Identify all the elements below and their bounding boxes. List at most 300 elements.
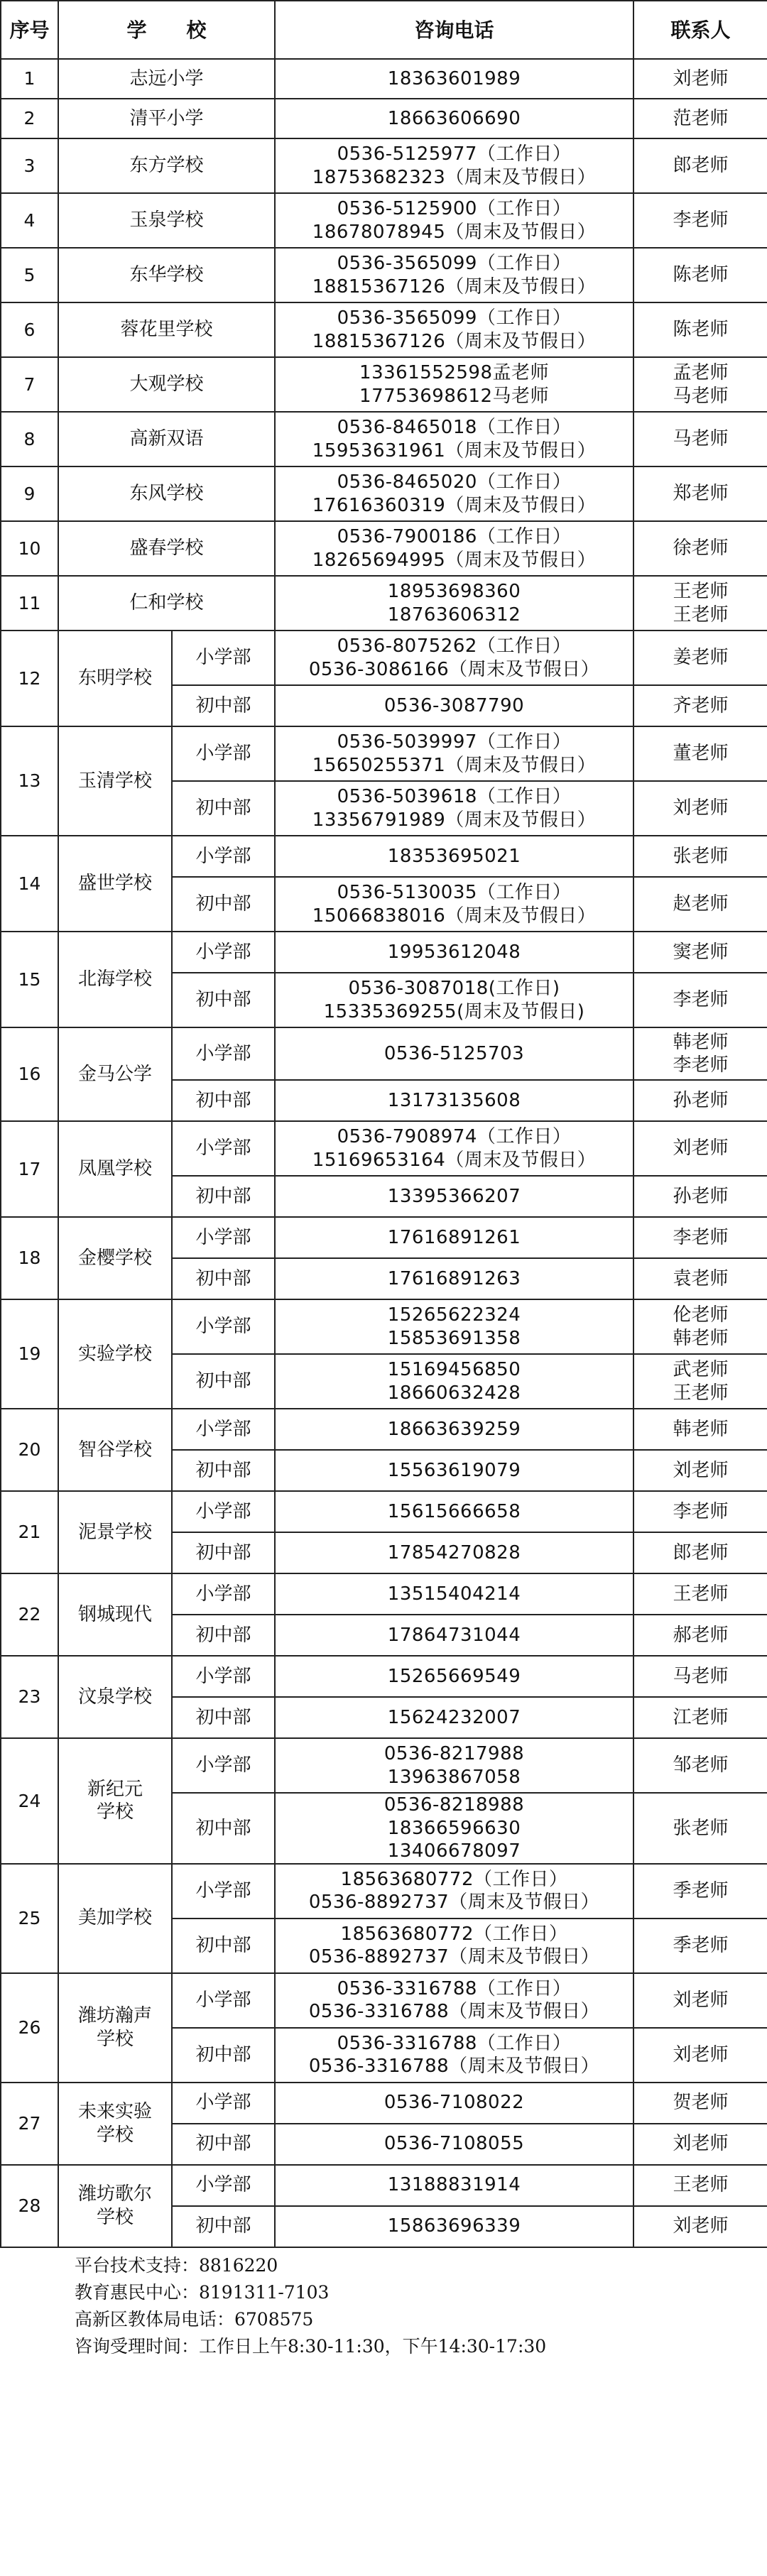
phone-cell — [275, 1615, 633, 1656]
department-cell: 小学部 — [172, 836, 275, 877]
phone-cell — [275, 466, 633, 521]
phone-cell — [275, 1532, 633, 1573]
contact-cell — [633, 1491, 767, 1532]
phone-number: 0536-3565099（工作日） — [337, 307, 572, 329]
table-row — [1, 1864, 767, 1919]
department-cell: 小学部 — [172, 1573, 275, 1615]
phone-number: 13395366207 — [387, 1185, 521, 1207]
table-header-row — [1, 1, 767, 59]
school-name-cell: 清平小学 — [58, 99, 275, 138]
phone-number: 18815367126（周末及节假日） — [312, 275, 597, 298]
school-name-cell: 高新双语 — [58, 412, 275, 466]
phone-cell — [275, 877, 633, 932]
department-cell: 初中部 — [172, 781, 275, 836]
table-row — [1, 521, 767, 576]
phone-cell — [275, 1217, 633, 1258]
contact-name: 孙老师 — [673, 1089, 729, 1111]
table-row — [1, 836, 767, 877]
table-row — [1, 138, 767, 193]
contact-name: 张老师 — [673, 1817, 729, 1839]
phone-cell — [275, 1697, 633, 1738]
school-name-cell: 玉泉学校 — [58, 193, 275, 248]
contact-name: 孙老师 — [673, 1185, 729, 1207]
table-row — [1, 2083, 767, 2124]
seq-cell: 24 — [1, 1738, 58, 1864]
phone-number: 18815367126（周末及节假日） — [312, 330, 597, 352]
contact-cell — [633, 1258, 767, 1299]
footer-line: 咨询受理时间：工作日上午8:30-11:30，下午14:30-17:30 — [75, 2335, 547, 2357]
school-name-cell — [58, 1027, 172, 1121]
phone-number: 15563619079 — [387, 1459, 521, 1481]
contact-cell — [633, 357, 767, 412]
phone-number: 15066838016（周末及节假日） — [312, 905, 597, 927]
contact-name: 贺老师 — [673, 2092, 729, 2114]
contact-cell — [633, 1027, 767, 1080]
phone-cell — [275, 193, 633, 248]
contact-name: 江老师 — [673, 1706, 729, 1728]
header-school: 学 校 — [58, 1, 275, 59]
school-name-line: 金马公学 — [77, 1063, 152, 1085]
contact-cell — [633, 138, 767, 193]
contact-name: 窦老师 — [673, 941, 729, 963]
phone-number: 13361552598孟老师 — [359, 362, 549, 383]
seq-cell: 5 — [1, 248, 58, 302]
phone-number: 0536-3316788（周末及节假日） — [308, 2056, 600, 2077]
phone-number: 15853691358 — [387, 1327, 521, 1349]
contact-cell — [633, 1176, 767, 1217]
phone-cell — [275, 932, 633, 973]
contact-name: 武老师 — [673, 1359, 729, 1380]
contact-name: 张老师 — [673, 845, 729, 867]
phone-cell — [275, 1258, 633, 1299]
contact-cell — [633, 1973, 767, 2028]
school-name-line: 东明学校 — [77, 667, 152, 689]
table-row — [1, 1027, 767, 1080]
phone-number: 18353695021 — [387, 845, 521, 867]
phone-number: 0536-3087790 — [384, 694, 525, 716]
department-cell: 初中部 — [172, 877, 275, 932]
department-cell: 初中部 — [172, 1080, 275, 1121]
department-cell: 小学部 — [172, 1409, 275, 1450]
table-row — [1, 1573, 767, 1615]
contact-name: 孟老师 — [673, 362, 729, 383]
school-name-line: 潍坊歌尔 — [77, 2183, 152, 2205]
school-name-cell: 东方学校 — [58, 138, 275, 193]
contact-name: 李老师 — [673, 1226, 729, 1248]
contact-name: 韩老师 — [673, 1418, 729, 1440]
seq-cell: 3 — [1, 138, 58, 193]
contact-cell — [633, 193, 767, 248]
phone-number: 13406678097 — [387, 1840, 521, 1862]
contact-name: 王老师 — [673, 1382, 729, 1404]
phone-number: 15265622324 — [387, 1304, 521, 1326]
table-row — [1, 1656, 767, 1697]
school-name-line: 学校 — [96, 2028, 134, 2050]
seq-cell: 27 — [1, 2083, 58, 2165]
phone-number: 17616360319（周末及节假日） — [312, 494, 597, 516]
department-cell: 小学部 — [172, 1217, 275, 1258]
phone-number: 0536-8217988 — [384, 1743, 525, 1764]
table-row — [1, 1121, 767, 1176]
contact-cell — [633, 1573, 767, 1615]
school-name-line: 学校 — [96, 2124, 134, 2146]
contact-name: 姜老师 — [673, 647, 729, 669]
table-row — [1, 932, 767, 973]
contact-name: 李老师 — [673, 989, 729, 1011]
contact-cell — [633, 2165, 767, 2206]
phone-number: 0536-3316788（工作日） — [337, 1977, 572, 1999]
school-name-cell: 盛春学校 — [58, 521, 275, 576]
seq-cell: 7 — [1, 357, 58, 412]
contact-name: 齐老师 — [673, 694, 729, 716]
department-cell: 小学部 — [172, 1299, 275, 1354]
contact-name: 马老师 — [673, 1665, 729, 1687]
phone-cell — [275, 576, 633, 631]
department-cell: 小学部 — [172, 1121, 275, 1176]
phone-number: 18663606690 — [387, 107, 521, 129]
seq-cell: 12 — [1, 631, 58, 726]
phone-cell — [275, 685, 633, 726]
contact-name: 王老师 — [673, 581, 729, 602]
seq-cell: 17 — [1, 1121, 58, 1217]
phone-number: 15863696339 — [387, 2215, 521, 2237]
contact-cell — [633, 1615, 767, 1656]
school-name-cell — [58, 836, 172, 932]
phone-number: 15615666658 — [387, 1500, 521, 1522]
contact-name: 郑老师 — [673, 483, 729, 505]
phone-number: 13356791989（周末及节假日） — [312, 809, 597, 831]
phone-cell — [275, 1793, 633, 1864]
seq-cell: 4 — [1, 193, 58, 248]
department-cell: 初中部 — [172, 1919, 275, 1973]
phone-number: 0536-5039997（工作日） — [337, 731, 572, 753]
seq-cell: 13 — [1, 726, 58, 836]
school-name-cell: 仁和学校 — [58, 576, 275, 631]
contact-name: 陈老师 — [673, 319, 729, 341]
phone-cell — [275, 973, 633, 1027]
contact-name: 李老师 — [673, 1500, 729, 1522]
seq-cell: 22 — [1, 1573, 58, 1656]
contact-name: 董老师 — [673, 743, 729, 765]
table-row — [1, 726, 767, 781]
school-name-cell — [58, 1973, 172, 2083]
contact-cell — [633, 1409, 767, 1450]
phone-cell — [275, 99, 633, 138]
contact-cell — [633, 877, 767, 932]
contact-cell — [633, 631, 767, 685]
phone-number: 18366596630 — [387, 1817, 521, 1839]
school-name-cell — [58, 1864, 172, 1973]
department-cell: 小学部 — [172, 1973, 275, 2028]
department-cell: 初中部 — [172, 973, 275, 1027]
contact-cell — [633, 1532, 767, 1573]
contact-name: 伦老师 — [673, 1304, 729, 1326]
phone-cell — [275, 726, 633, 781]
table-row — [1, 1409, 767, 1450]
phone-cell — [275, 1176, 633, 1217]
school-name-line: 新纪元 — [87, 1778, 143, 1800]
phone-number: 18953698360 — [387, 581, 521, 602]
department-cell: 初中部 — [172, 1793, 275, 1864]
phone-number: 17616891261 — [387, 1226, 521, 1248]
phone-cell — [275, 2083, 633, 2124]
contact-cell — [633, 1793, 767, 1864]
contact-name: 王老师 — [673, 2174, 729, 2196]
phone-number: 0536-5125977（工作日） — [337, 143, 572, 165]
contact-name: 刘老师 — [673, 67, 729, 89]
seq-cell: 20 — [1, 1409, 58, 1491]
contact-cell — [633, 781, 767, 836]
contact-cell — [633, 1864, 767, 1919]
department-cell: 小学部 — [172, 932, 275, 973]
school-name-cell — [58, 1491, 172, 1573]
school-name-line: 智谷学校 — [77, 1439, 152, 1461]
phone-cell — [275, 2028, 633, 2083]
table-row — [1, 357, 767, 412]
contact-cell — [633, 1656, 767, 1697]
contact-name: 徐老师 — [673, 537, 729, 560]
footer-line: 平台技术支持：8816220 — [75, 2254, 278, 2276]
phone-cell — [275, 1738, 633, 1793]
phone-number: 0536-7108055 — [384, 2133, 525, 2155]
school-name-line: 玉清学校 — [77, 770, 152, 792]
contact-name: 李老师 — [673, 1054, 729, 1076]
contact-cell — [633, 2028, 767, 2083]
phone-number: 17753698612马老师 — [359, 385, 549, 407]
contact-name: 韩老师 — [673, 1031, 729, 1053]
phone-cell — [275, 2124, 633, 2165]
school-name-line: 北海学校 — [77, 968, 152, 990]
school-name-cell — [58, 1738, 172, 1864]
table-row — [1, 631, 767, 685]
school-name-cell — [58, 932, 172, 1027]
department-cell: 小学部 — [172, 1864, 275, 1919]
contact-name: 季老师 — [673, 1934, 729, 1956]
contact-cell — [633, 2206, 767, 2247]
phone-number: 0536-8892737（周末及节假日） — [308, 1946, 600, 1968]
school-name-cell — [58, 2165, 172, 2247]
phone-number: 0536-7908974（工作日） — [337, 1126, 572, 1147]
contact-cell — [633, 521, 767, 576]
school-name-line: 盛世学校 — [77, 873, 152, 895]
seq-cell: 8 — [1, 412, 58, 466]
contact-name: 袁老师 — [673, 1267, 729, 1289]
school-name-line: 凤凰学校 — [77, 1158, 152, 1180]
department-cell: 小学部 — [172, 1027, 275, 1080]
contact-cell — [633, 1354, 767, 1409]
phone-number: 0536-8218988 — [384, 1794, 525, 1816]
phone-number: 18663639259 — [387, 1418, 521, 1440]
department-cell: 初中部 — [172, 2028, 275, 2083]
contact-name: 王老师 — [673, 604, 729, 626]
phone-number: 18678078945（周末及节假日） — [312, 221, 597, 243]
table-body — [1, 59, 767, 2247]
phone-number: 0536-3316788（工作日） — [337, 2032, 572, 2054]
contact-name: 邹老师 — [673, 1754, 729, 1777]
contact-name: 郎老师 — [673, 1541, 729, 1563]
phone-number: 17854270828 — [387, 1541, 521, 1563]
school-name-cell: 东风学校 — [58, 466, 275, 521]
seq-cell: 26 — [1, 1973, 58, 2083]
phone-cell — [275, 1450, 633, 1491]
table-row — [1, 1299, 767, 1354]
contact-cell — [633, 576, 767, 631]
contact-cell — [633, 836, 767, 877]
table-row — [1, 1491, 767, 1532]
phone-number: 0536-5125703 — [384, 1042, 525, 1064]
phone-cell — [275, 1080, 633, 1121]
phone-number: 18753682323（周末及节假日） — [312, 166, 597, 188]
phone-number: 0536-5130035（工作日） — [337, 882, 572, 903]
department-cell: 小学部 — [172, 1656, 275, 1697]
contact-cell — [633, 248, 767, 302]
phone-cell — [275, 1864, 633, 1919]
table-row — [1, 59, 767, 99]
department-cell: 小学部 — [172, 726, 275, 781]
contact-name: 马老师 — [673, 428, 729, 450]
table-row — [1, 1973, 767, 2028]
phone-number: 15169456850 — [387, 1359, 521, 1380]
phone-number: 0536-8465020（工作日） — [337, 471, 572, 493]
seq-cell: 18 — [1, 1217, 58, 1299]
phone-number: 15169653164（周末及节假日） — [312, 1149, 597, 1171]
phone-cell — [275, 2206, 633, 2247]
phone-cell — [275, 836, 633, 877]
phone-number: 0536-5125900（工作日） — [337, 198, 572, 219]
phone-cell — [275, 302, 633, 357]
department-cell: 初中部 — [172, 1697, 275, 1738]
school-name-line: 金樱学校 — [77, 1247, 152, 1269]
phone-number: 13963867058 — [387, 1766, 521, 1788]
phone-cell — [275, 1973, 633, 2028]
department-cell: 小学部 — [172, 1738, 275, 1793]
school-name-cell — [58, 1299, 172, 1409]
phone-cell — [275, 248, 633, 302]
phone-number: 0536-5039618（工作日） — [337, 786, 572, 807]
school-name-line: 钢城现代 — [77, 1603, 152, 1625]
phone-cell — [275, 1573, 633, 1615]
phone-cell — [275, 1919, 633, 1973]
school-name-line: 学校 — [96, 1801, 134, 1823]
contact-cell — [633, 932, 767, 973]
footer-info — [0, 2248, 767, 2360]
header-seq: 序号 — [1, 1, 58, 59]
contact-cell — [633, 1217, 767, 1258]
contact-name: 刘老师 — [673, 2215, 729, 2237]
phone-number: 17864731044 — [387, 1624, 521, 1646]
department-cell: 初中部 — [172, 1258, 275, 1299]
school-name-line: 实验学校 — [77, 1343, 152, 1365]
phone-number: 15624232007 — [387, 1706, 521, 1728]
phone-number: 0536-8465018（工作日） — [337, 417, 572, 438]
school-name-cell: 蓉花里学校 — [58, 302, 275, 357]
seq-cell: 28 — [1, 2165, 58, 2247]
contact-name: 马老师 — [673, 385, 729, 407]
phone-cell — [275, 1121, 633, 1176]
school-name-cell: 大观学校 — [58, 357, 275, 412]
department-cell: 初中部 — [172, 1615, 275, 1656]
contact-name: 刘老师 — [673, 797, 729, 819]
header-contact: 联系人 — [633, 1, 767, 59]
school-name-cell — [58, 2083, 172, 2165]
contact-cell — [633, 1738, 767, 1793]
table-row — [1, 412, 767, 466]
table-row — [1, 99, 767, 138]
phone-number: 18265694995（周末及节假日） — [312, 549, 597, 571]
contact-cell — [633, 99, 767, 138]
seq-cell: 1 — [1, 59, 58, 99]
phone-cell — [275, 1656, 633, 1697]
contact-cell — [633, 1080, 767, 1121]
header-phone: 咨询电话 — [275, 1, 633, 59]
contact-cell — [633, 1919, 767, 1973]
contact-name: 范老师 — [673, 107, 729, 129]
phone-cell — [275, 781, 633, 836]
contact-name: 刘老师 — [673, 1989, 729, 2011]
phone-number: 0536-8892737（周末及节假日） — [308, 1892, 600, 1913]
contact-cell — [633, 1121, 767, 1176]
phone-number: 17616891263 — [387, 1267, 521, 1289]
phone-number: 18563680772（工作日） — [340, 1923, 568, 1945]
phone-cell — [275, 631, 633, 685]
table-row — [1, 2165, 767, 2206]
seq-cell: 16 — [1, 1027, 58, 1121]
seq-cell: 9 — [1, 466, 58, 521]
phone-number: 15650255371（周末及节假日） — [312, 754, 597, 776]
contact-name: 刘老师 — [673, 2043, 729, 2065]
school-name-cell — [58, 1217, 172, 1299]
school-name-cell — [58, 631, 172, 726]
phone-cell — [275, 1409, 633, 1450]
phone-cell — [275, 357, 633, 412]
phone-cell — [275, 1491, 633, 1532]
department-cell: 初中部 — [172, 685, 275, 726]
phone-number: 0536-7900186（工作日） — [337, 526, 572, 547]
department-cell: 小学部 — [172, 2165, 275, 2206]
school-name-cell: 东华学校 — [58, 248, 275, 302]
contact-name: 刘老师 — [673, 2133, 729, 2155]
school-name-cell — [58, 1656, 172, 1738]
contact-name: 郝老师 — [673, 1624, 729, 1646]
seq-cell: 14 — [1, 836, 58, 932]
phone-number: 18660632428 — [387, 1382, 521, 1404]
contact-cell — [633, 726, 767, 781]
phone-cell — [275, 1299, 633, 1354]
department-cell: 初中部 — [172, 1176, 275, 1217]
phone-number: 18363601989 — [387, 67, 521, 89]
phone-cell — [275, 138, 633, 193]
contact-cell — [633, 1299, 767, 1354]
phone-number: 0536-8075262（工作日） — [337, 635, 572, 657]
school-name-line: 学校 — [96, 2206, 134, 2228]
phone-cell — [275, 59, 633, 99]
department-cell: 初中部 — [172, 2206, 275, 2247]
department-cell: 小学部 — [172, 631, 275, 685]
phone-cell — [275, 412, 633, 466]
phone-cell — [275, 1354, 633, 1409]
contact-cell — [633, 59, 767, 99]
seq-cell: 6 — [1, 302, 58, 357]
school-name-line: 泥景学校 — [77, 1521, 152, 1543]
department-cell: 小学部 — [172, 1491, 275, 1532]
seq-cell: 15 — [1, 932, 58, 1027]
seq-cell: 21 — [1, 1491, 58, 1573]
department-cell: 初中部 — [172, 1532, 275, 1573]
contact-cell — [633, 1450, 767, 1491]
phone-number: 18763606312 — [387, 604, 521, 626]
contact-name: 刘老师 — [673, 1459, 729, 1481]
school-name-cell: 志远小学 — [58, 59, 275, 99]
